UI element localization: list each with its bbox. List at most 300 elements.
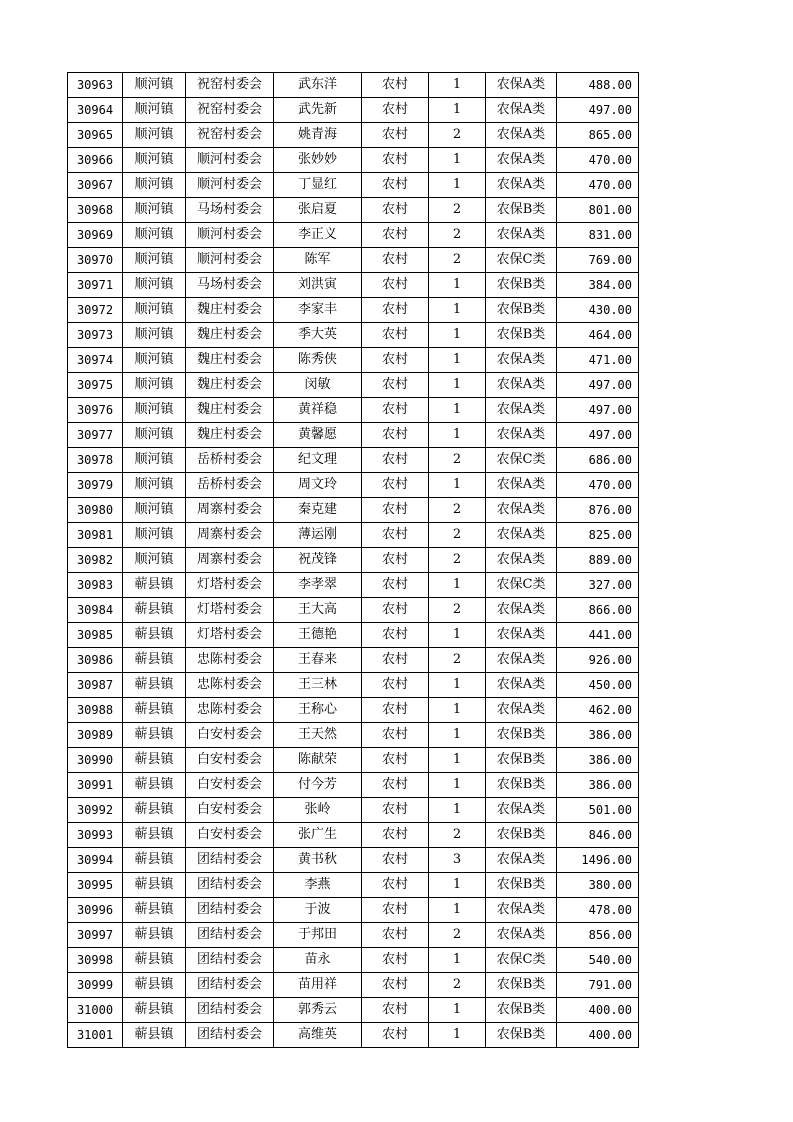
cell-person-name: 陈献荣 xyxy=(274,748,362,773)
cell-insurance-category: 农保B类 xyxy=(486,773,557,798)
cell-household-type: 农村 xyxy=(362,373,429,398)
cell-person-name: 黄祥稳 xyxy=(274,398,362,423)
cell-family-size: 2 xyxy=(429,123,486,148)
cell-village-committee: 魏庄村委会 xyxy=(186,398,274,423)
cell-township: 蕲县镇 xyxy=(123,873,186,898)
cell-insurance-category: 农保C类 xyxy=(486,948,557,973)
cell-insurance-category: 农保A类 xyxy=(486,423,557,448)
cell-record-id: 30974 xyxy=(68,348,123,373)
cell-township: 蕲县镇 xyxy=(123,648,186,673)
cell-amount: 384.00 xyxy=(557,273,639,298)
cell-record-id: 30993 xyxy=(68,823,123,848)
cell-township: 顺河镇 xyxy=(123,548,186,573)
cell-person-name: 郭秀云 xyxy=(274,998,362,1023)
cell-township: 顺河镇 xyxy=(123,123,186,148)
cell-insurance-category: 农保A类 xyxy=(486,373,557,398)
cell-person-name: 王称心 xyxy=(274,698,362,723)
cell-insurance-category: 农保A类 xyxy=(486,673,557,698)
cell-household-type: 农村 xyxy=(362,798,429,823)
cell-family-size: 1 xyxy=(429,748,486,773)
cell-household-type: 农村 xyxy=(362,148,429,173)
cell-township: 蕲县镇 xyxy=(123,773,186,798)
cell-household-type: 农村 xyxy=(362,998,429,1023)
cell-amount: 430.00 xyxy=(557,298,639,323)
cell-village-committee: 灯塔村委会 xyxy=(186,573,274,598)
cell-household-type: 农村 xyxy=(362,73,429,98)
cell-amount: 926.00 xyxy=(557,648,639,673)
cell-household-type: 农村 xyxy=(362,648,429,673)
cell-person-name: 王春来 xyxy=(274,648,362,673)
cell-township: 顺河镇 xyxy=(123,298,186,323)
cell-record-id: 30988 xyxy=(68,698,123,723)
cell-amount: 470.00 xyxy=(557,173,639,198)
cell-village-committee: 团结村委会 xyxy=(186,898,274,923)
cell-amount: 831.00 xyxy=(557,223,639,248)
cell-person-name: 李正义 xyxy=(274,223,362,248)
cell-amount: 540.00 xyxy=(557,948,639,973)
cell-insurance-category: 农保B类 xyxy=(486,748,557,773)
cell-village-committee: 团结村委会 xyxy=(186,923,274,948)
cell-household-type: 农村 xyxy=(362,473,429,498)
cell-village-committee: 团结村委会 xyxy=(186,873,274,898)
cell-amount: 478.00 xyxy=(557,898,639,923)
cell-amount: 865.00 xyxy=(557,123,639,148)
cell-household-type: 农村 xyxy=(362,723,429,748)
cell-household-type: 农村 xyxy=(362,298,429,323)
cell-household-type: 农村 xyxy=(362,223,429,248)
cell-insurance-category: 农保A类 xyxy=(486,598,557,623)
cell-person-name: 王三林 xyxy=(274,673,362,698)
cell-village-committee: 团结村委会 xyxy=(186,973,274,998)
cell-insurance-category: 农保A类 xyxy=(486,98,557,123)
cell-family-size: 2 xyxy=(429,548,486,573)
cell-person-name: 黄书秋 xyxy=(274,848,362,873)
table-row xyxy=(68,673,639,698)
cell-person-name: 李孝翠 xyxy=(274,573,362,598)
table-row xyxy=(68,323,639,348)
cell-insurance-category: 农保A类 xyxy=(486,623,557,648)
table-row xyxy=(68,148,639,173)
cell-township: 蕲县镇 xyxy=(123,798,186,823)
cell-household-type: 农村 xyxy=(362,973,429,998)
cell-person-name: 秦克建 xyxy=(274,498,362,523)
cell-person-name: 闵敏 xyxy=(274,373,362,398)
cell-insurance-category: 农保A类 xyxy=(486,173,557,198)
cell-village-committee: 白安村委会 xyxy=(186,748,274,773)
cell-person-name: 张启夏 xyxy=(274,198,362,223)
table-row xyxy=(68,423,639,448)
cell-insurance-category: 农保B类 xyxy=(486,973,557,998)
cell-family-size: 2 xyxy=(429,648,486,673)
cell-family-size: 2 xyxy=(429,198,486,223)
cell-person-name: 薄运刚 xyxy=(274,523,362,548)
cell-township: 蕲县镇 xyxy=(123,998,186,1023)
cell-township: 顺河镇 xyxy=(123,73,186,98)
table-row xyxy=(68,498,639,523)
cell-township: 顺河镇 xyxy=(123,348,186,373)
cell-person-name: 武先新 xyxy=(274,98,362,123)
cell-family-size: 2 xyxy=(429,498,486,523)
cell-person-name: 张岭 xyxy=(274,798,362,823)
cell-village-committee: 马场村委会 xyxy=(186,198,274,223)
cell-township: 顺河镇 xyxy=(123,323,186,348)
cell-record-id: 30982 xyxy=(68,548,123,573)
cell-record-id: 30994 xyxy=(68,848,123,873)
cell-insurance-category: 农保A类 xyxy=(486,848,557,873)
cell-village-committee: 魏庄村委会 xyxy=(186,373,274,398)
table-row xyxy=(68,123,639,148)
cell-village-committee: 白安村委会 xyxy=(186,798,274,823)
cell-amount: 400.00 xyxy=(557,1023,639,1048)
cell-family-size: 2 xyxy=(429,448,486,473)
cell-record-id: 30992 xyxy=(68,798,123,823)
cell-person-name: 高维英 xyxy=(274,1023,362,1048)
cell-village-committee: 马场村委会 xyxy=(186,273,274,298)
cell-insurance-category: 农保B类 xyxy=(486,873,557,898)
cell-family-size: 1 xyxy=(429,398,486,423)
cell-person-name: 张妙妙 xyxy=(274,148,362,173)
table-row xyxy=(68,98,639,123)
cell-township: 顺河镇 xyxy=(123,498,186,523)
cell-insurance-category: 农保A类 xyxy=(486,923,557,948)
cell-record-id: 30991 xyxy=(68,773,123,798)
cell-amount: 497.00 xyxy=(557,423,639,448)
cell-insurance-category: 农保A类 xyxy=(486,123,557,148)
cell-household-type: 农村 xyxy=(362,198,429,223)
cell-amount: 386.00 xyxy=(557,773,639,798)
cell-household-type: 农村 xyxy=(362,398,429,423)
cell-insurance-category: 农保B类 xyxy=(486,723,557,748)
table-row xyxy=(68,948,639,973)
cell-village-committee: 祝窑村委会 xyxy=(186,98,274,123)
cell-household-type: 农村 xyxy=(362,548,429,573)
cell-village-committee: 忠陈村委会 xyxy=(186,698,274,723)
table-row xyxy=(68,723,639,748)
table-row xyxy=(68,523,639,548)
cell-village-committee: 顺河村委会 xyxy=(186,173,274,198)
cell-amount: 488.00 xyxy=(557,73,639,98)
table-row xyxy=(68,823,639,848)
cell-family-size: 1 xyxy=(429,173,486,198)
cell-record-id: 30998 xyxy=(68,948,123,973)
cell-household-type: 农村 xyxy=(362,498,429,523)
table-row xyxy=(68,898,639,923)
cell-township: 蕲县镇 xyxy=(123,973,186,998)
cell-village-committee: 忠陈村委会 xyxy=(186,673,274,698)
table-row xyxy=(68,248,639,273)
cell-family-size: 1 xyxy=(429,148,486,173)
cell-record-id: 31000 xyxy=(68,998,123,1023)
cell-township: 顺河镇 xyxy=(123,473,186,498)
cell-household-type: 农村 xyxy=(362,323,429,348)
cell-township: 蕲县镇 xyxy=(123,823,186,848)
cell-household-type: 农村 xyxy=(362,698,429,723)
cell-township: 蕲县镇 xyxy=(123,898,186,923)
table-row xyxy=(68,473,639,498)
cell-household-type: 农村 xyxy=(362,523,429,548)
table-body xyxy=(68,73,639,1048)
cell-household-type: 农村 xyxy=(362,123,429,148)
cell-person-name: 苗用祥 xyxy=(274,973,362,998)
cell-record-id: 30986 xyxy=(68,648,123,673)
cell-insurance-category: 农保A类 xyxy=(486,473,557,498)
cell-family-size: 2 xyxy=(429,598,486,623)
cell-record-id: 30978 xyxy=(68,448,123,473)
cell-household-type: 农村 xyxy=(362,173,429,198)
table-row xyxy=(68,773,639,798)
cell-township: 蕲县镇 xyxy=(123,923,186,948)
cell-amount: 686.00 xyxy=(557,448,639,473)
cell-township: 顺河镇 xyxy=(123,173,186,198)
cell-insurance-category: 农保B类 xyxy=(486,273,557,298)
cell-record-id: 30980 xyxy=(68,498,123,523)
cell-insurance-category: 农保C类 xyxy=(486,448,557,473)
cell-village-committee: 忠陈村委会 xyxy=(186,648,274,673)
cell-insurance-category: 农保A类 xyxy=(486,648,557,673)
cell-record-id: 30968 xyxy=(68,198,123,223)
cell-family-size: 1 xyxy=(429,698,486,723)
cell-person-name: 武东洋 xyxy=(274,73,362,98)
cell-household-type: 农村 xyxy=(362,423,429,448)
cell-family-size: 1 xyxy=(429,773,486,798)
cell-record-id: 30979 xyxy=(68,473,123,498)
cell-amount: 386.00 xyxy=(557,723,639,748)
cell-record-id: 30975 xyxy=(68,373,123,398)
cell-person-name: 苗永 xyxy=(274,948,362,973)
cell-family-size: 1 xyxy=(429,298,486,323)
table-row xyxy=(68,223,639,248)
cell-amount: 769.00 xyxy=(557,248,639,273)
table-row xyxy=(68,748,639,773)
table-row xyxy=(68,73,639,98)
cell-record-id: 30964 xyxy=(68,98,123,123)
cell-family-size: 1 xyxy=(429,273,486,298)
cell-township: 蕲县镇 xyxy=(123,673,186,698)
cell-record-id: 30997 xyxy=(68,923,123,948)
cell-insurance-category: 农保A类 xyxy=(486,498,557,523)
cell-village-committee: 团结村委会 xyxy=(186,998,274,1023)
cell-person-name: 刘洪寅 xyxy=(274,273,362,298)
table-row xyxy=(68,273,639,298)
subsidy-roster-table xyxy=(67,72,639,1048)
table-row xyxy=(68,998,639,1023)
cell-amount: 501.00 xyxy=(557,798,639,823)
cell-person-name: 于邦田 xyxy=(274,923,362,948)
cell-village-committee: 祝窑村委会 xyxy=(186,73,274,98)
cell-record-id: 30973 xyxy=(68,323,123,348)
cell-township: 蕲县镇 xyxy=(123,723,186,748)
cell-person-name: 季大英 xyxy=(274,323,362,348)
cell-record-id: 30966 xyxy=(68,148,123,173)
cell-household-type: 农村 xyxy=(362,448,429,473)
cell-record-id: 30969 xyxy=(68,223,123,248)
cell-amount: 791.00 xyxy=(557,973,639,998)
cell-village-committee: 顺河村委会 xyxy=(186,148,274,173)
cell-household-type: 农村 xyxy=(362,923,429,948)
table-row xyxy=(68,448,639,473)
cell-family-size: 2 xyxy=(429,223,486,248)
cell-household-type: 农村 xyxy=(362,773,429,798)
cell-township: 顺河镇 xyxy=(123,148,186,173)
cell-village-committee: 魏庄村委会 xyxy=(186,323,274,348)
cell-family-size: 1 xyxy=(429,898,486,923)
cell-village-committee: 团结村委会 xyxy=(186,1023,274,1048)
cell-person-name: 李家丰 xyxy=(274,298,362,323)
cell-township: 顺河镇 xyxy=(123,273,186,298)
cell-township: 蕲县镇 xyxy=(123,573,186,598)
cell-amount: 866.00 xyxy=(557,598,639,623)
cell-insurance-category: 农保C类 xyxy=(486,248,557,273)
cell-family-size: 1 xyxy=(429,798,486,823)
table-row xyxy=(68,298,639,323)
cell-household-type: 农村 xyxy=(362,98,429,123)
cell-record-id: 30977 xyxy=(68,423,123,448)
cell-household-type: 农村 xyxy=(362,598,429,623)
cell-family-size: 2 xyxy=(429,923,486,948)
cell-record-id: 30963 xyxy=(68,73,123,98)
cell-village-committee: 白安村委会 xyxy=(186,723,274,748)
cell-person-name: 王德艳 xyxy=(274,623,362,648)
table-row xyxy=(68,598,639,623)
cell-household-type: 农村 xyxy=(362,673,429,698)
cell-township: 蕲县镇 xyxy=(123,1023,186,1048)
cell-family-size: 1 xyxy=(429,873,486,898)
cell-village-committee: 岳桥村委会 xyxy=(186,448,274,473)
cell-township: 顺河镇 xyxy=(123,98,186,123)
cell-insurance-category: 农保A类 xyxy=(486,398,557,423)
cell-amount: 464.00 xyxy=(557,323,639,348)
cell-township: 蕲县镇 xyxy=(123,698,186,723)
cell-person-name: 丁显红 xyxy=(274,173,362,198)
cell-household-type: 农村 xyxy=(362,273,429,298)
cell-insurance-category: 农保A类 xyxy=(486,523,557,548)
cell-insurance-category: 农保B类 xyxy=(486,998,557,1023)
cell-record-id: 30985 xyxy=(68,623,123,648)
cell-insurance-category: 农保B类 xyxy=(486,823,557,848)
cell-person-name: 周文玲 xyxy=(274,473,362,498)
cell-person-name: 张广生 xyxy=(274,823,362,848)
cell-family-size: 1 xyxy=(429,98,486,123)
cell-amount: 386.00 xyxy=(557,748,639,773)
cell-record-id: 30996 xyxy=(68,898,123,923)
table-row xyxy=(68,798,639,823)
cell-family-size: 1 xyxy=(429,948,486,973)
cell-household-type: 农村 xyxy=(362,348,429,373)
cell-township: 顺河镇 xyxy=(123,398,186,423)
cell-household-type: 农村 xyxy=(362,748,429,773)
cell-amount: 470.00 xyxy=(557,148,639,173)
cell-family-size: 1 xyxy=(429,323,486,348)
cell-person-name: 付今芳 xyxy=(274,773,362,798)
cell-record-id: 30971 xyxy=(68,273,123,298)
cell-amount: 470.00 xyxy=(557,473,639,498)
cell-family-size: 1 xyxy=(429,573,486,598)
cell-record-id: 30990 xyxy=(68,748,123,773)
table-row xyxy=(68,348,639,373)
table-row xyxy=(68,573,639,598)
cell-household-type: 农村 xyxy=(362,898,429,923)
cell-record-id: 30983 xyxy=(68,573,123,598)
cell-record-id: 30984 xyxy=(68,598,123,623)
cell-amount: 400.00 xyxy=(557,998,639,1023)
cell-person-name: 黄馨愿 xyxy=(274,423,362,448)
cell-township: 顺河镇 xyxy=(123,523,186,548)
cell-person-name: 纪文理 xyxy=(274,448,362,473)
cell-village-committee: 顺河村委会 xyxy=(186,223,274,248)
table-row xyxy=(68,623,639,648)
cell-village-committee: 祝窑村委会 xyxy=(186,123,274,148)
cell-family-size: 1 xyxy=(429,73,486,98)
cell-household-type: 农村 xyxy=(362,623,429,648)
cell-township: 蕲县镇 xyxy=(123,848,186,873)
cell-record-id: 30999 xyxy=(68,973,123,998)
cell-insurance-category: 农保A类 xyxy=(486,73,557,98)
cell-amount: 825.00 xyxy=(557,523,639,548)
cell-insurance-category: 农保A类 xyxy=(486,548,557,573)
table-row xyxy=(68,398,639,423)
cell-record-id: 30965 xyxy=(68,123,123,148)
cell-amount: 1496.00 xyxy=(557,848,639,873)
cell-insurance-category: 农保A类 xyxy=(486,698,557,723)
cell-insurance-category: 农保A类 xyxy=(486,148,557,173)
cell-person-name: 王大高 xyxy=(274,598,362,623)
cell-township: 顺河镇 xyxy=(123,198,186,223)
cell-record-id: 31001 xyxy=(68,1023,123,1048)
cell-insurance-category: 农保B类 xyxy=(486,298,557,323)
cell-household-type: 农村 xyxy=(362,248,429,273)
cell-family-size: 1 xyxy=(429,673,486,698)
table-row xyxy=(68,1023,639,1048)
cell-insurance-category: 农保A类 xyxy=(486,223,557,248)
cell-person-name: 姚青海 xyxy=(274,123,362,148)
table-row xyxy=(68,923,639,948)
table-row xyxy=(68,373,639,398)
cell-village-committee: 魏庄村委会 xyxy=(186,298,274,323)
cell-family-size: 2 xyxy=(429,523,486,548)
cell-household-type: 农村 xyxy=(362,948,429,973)
cell-village-committee: 周寨村委会 xyxy=(186,548,274,573)
cell-insurance-category: 农保B类 xyxy=(486,198,557,223)
cell-township: 蕲县镇 xyxy=(123,948,186,973)
cell-township: 蕲县镇 xyxy=(123,623,186,648)
cell-township: 顺河镇 xyxy=(123,423,186,448)
cell-person-name: 王天然 xyxy=(274,723,362,748)
cell-amount: 889.00 xyxy=(557,548,639,573)
cell-insurance-category: 农保B类 xyxy=(486,1023,557,1048)
cell-amount: 450.00 xyxy=(557,673,639,698)
cell-family-size: 1 xyxy=(429,723,486,748)
table-row xyxy=(68,873,639,898)
cell-person-name: 陈秀侠 xyxy=(274,348,362,373)
cell-village-committee: 白安村委会 xyxy=(186,773,274,798)
cell-record-id: 30970 xyxy=(68,248,123,273)
table-row xyxy=(68,548,639,573)
cell-village-committee: 灯塔村委会 xyxy=(186,623,274,648)
cell-amount: 471.00 xyxy=(557,348,639,373)
cell-family-size: 1 xyxy=(429,1023,486,1048)
cell-village-committee: 周寨村委会 xyxy=(186,523,274,548)
cell-record-id: 30981 xyxy=(68,523,123,548)
cell-record-id: 30967 xyxy=(68,173,123,198)
table-row xyxy=(68,973,639,998)
cell-person-name: 李燕 xyxy=(274,873,362,898)
cell-record-id: 30995 xyxy=(68,873,123,898)
cell-family-size: 1 xyxy=(429,348,486,373)
table-row xyxy=(68,848,639,873)
cell-person-name: 陈军 xyxy=(274,248,362,273)
cell-household-type: 农村 xyxy=(362,848,429,873)
cell-family-size: 2 xyxy=(429,248,486,273)
